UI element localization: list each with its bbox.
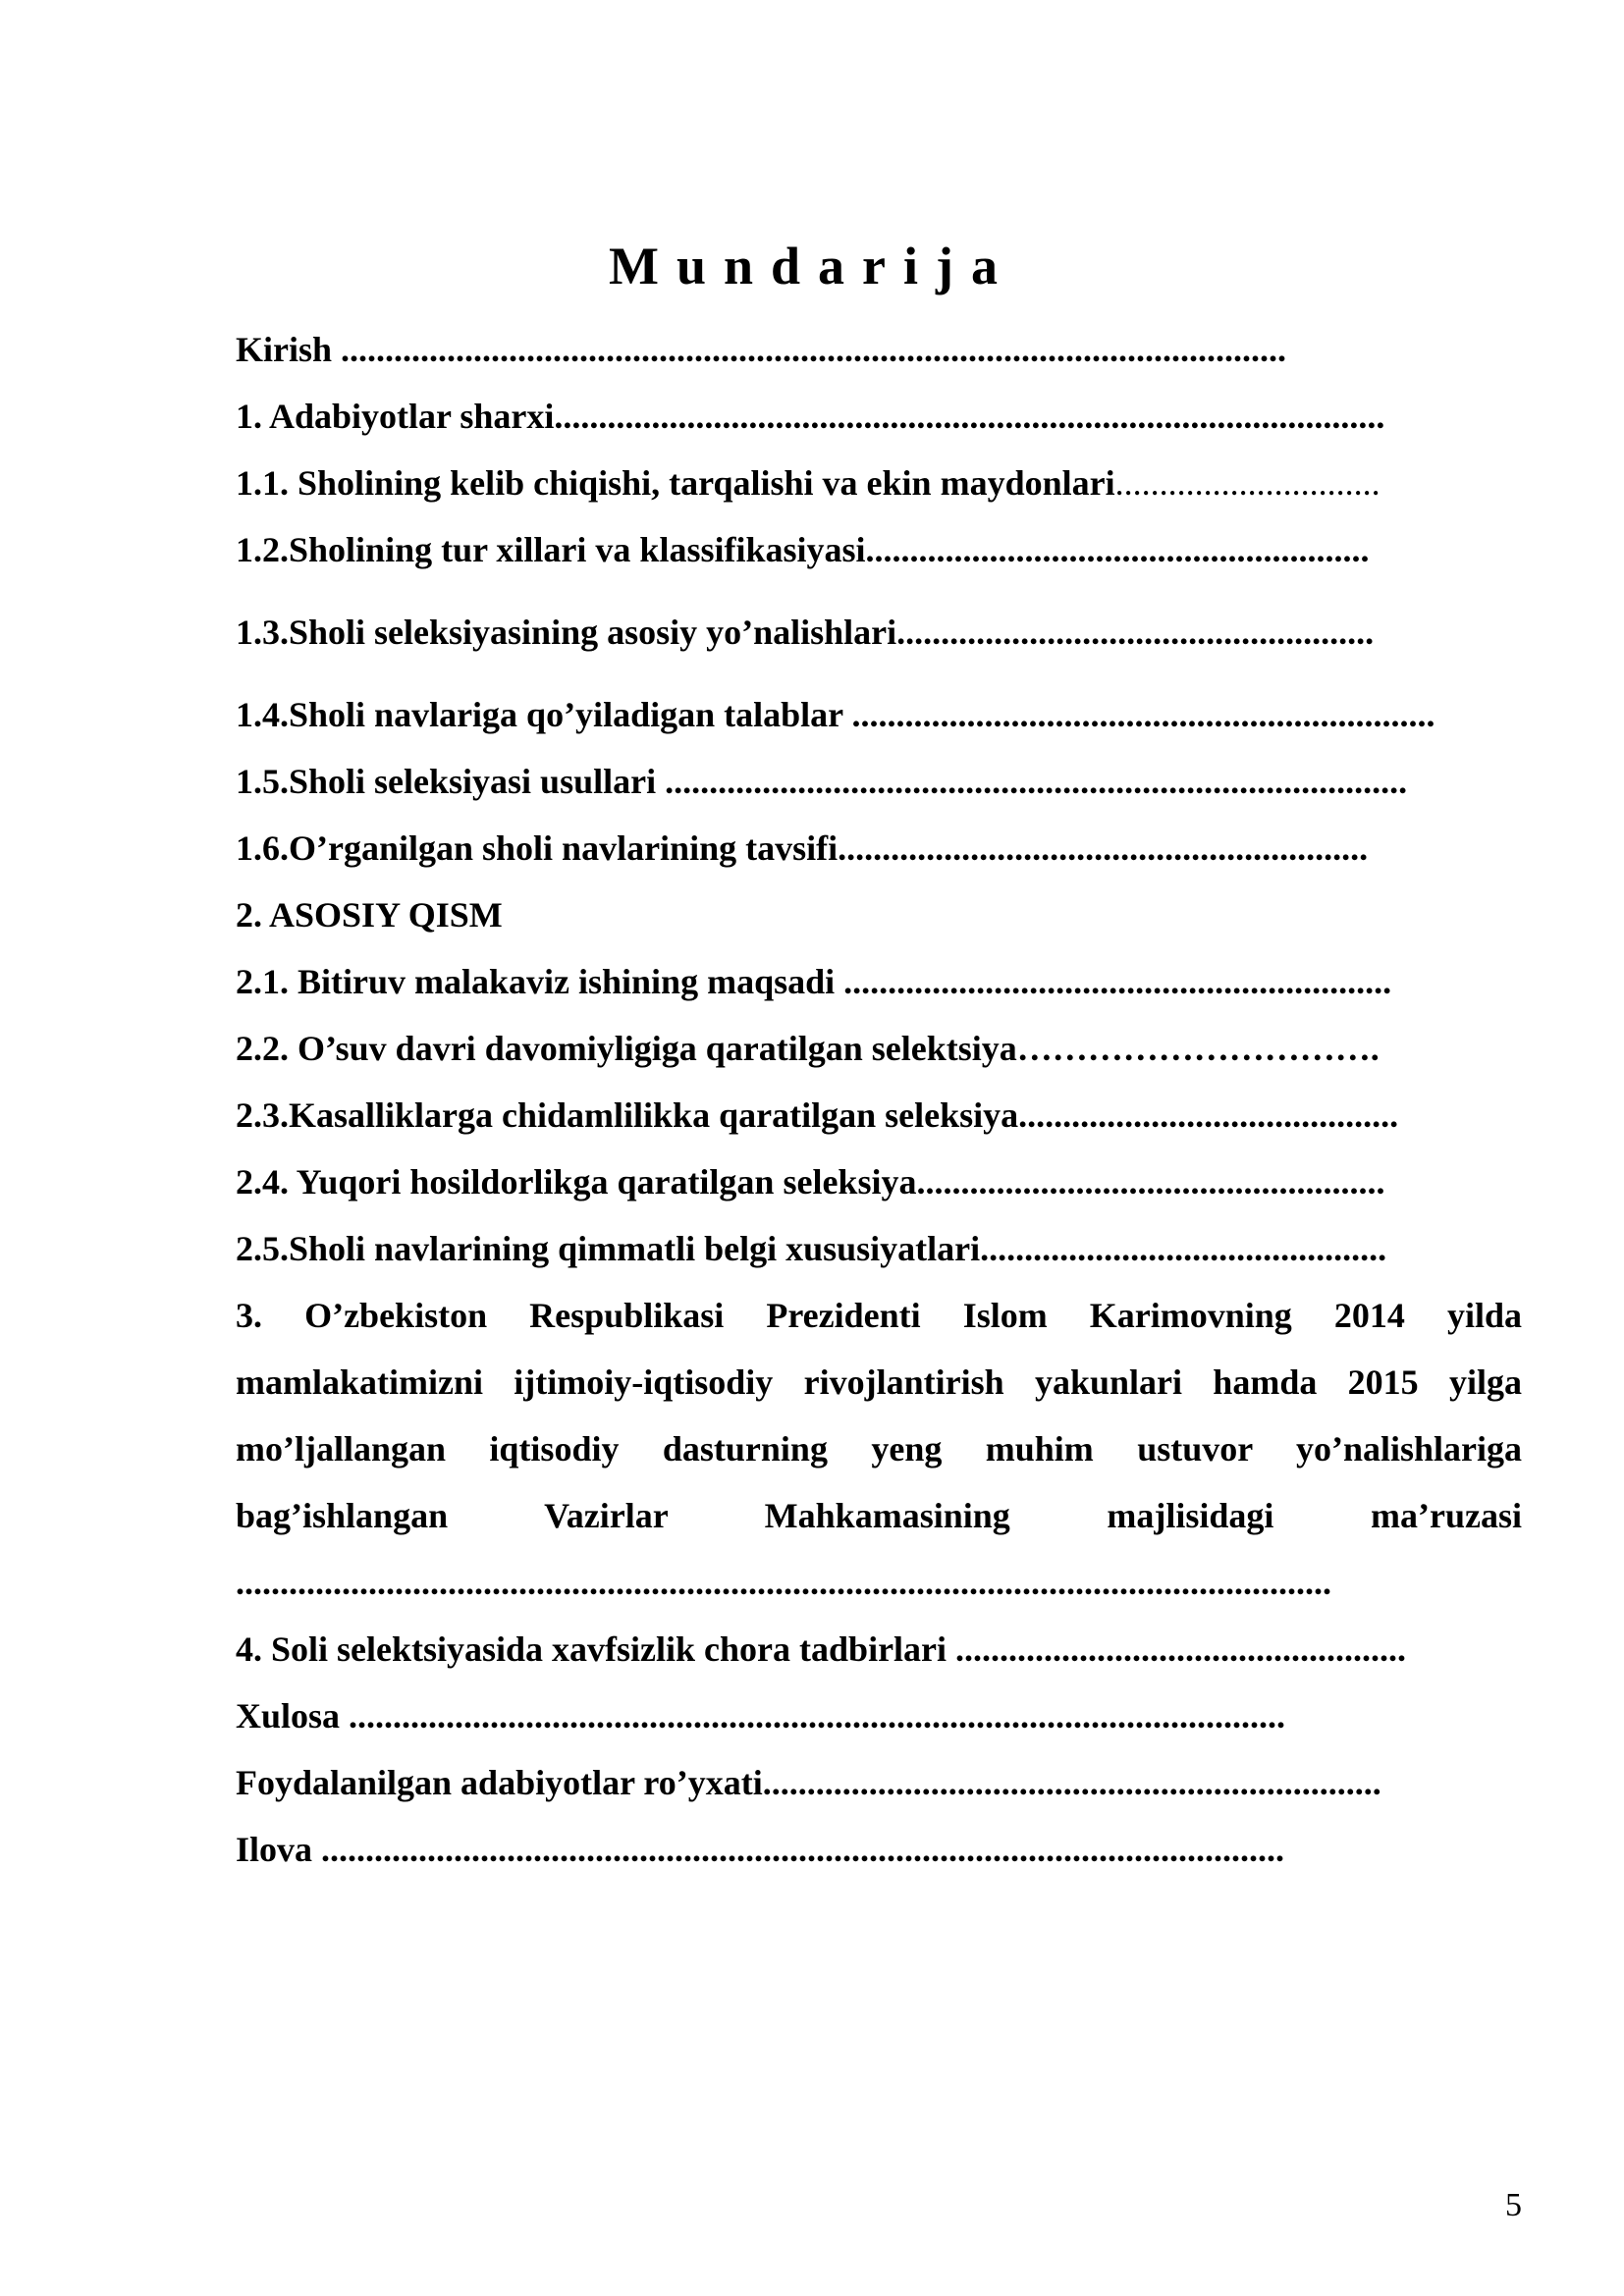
toc-leader-dots: .............................................. bbox=[980, 1229, 1387, 1268]
toc-entry-1-3[interactable] bbox=[236, 611, 1522, 654]
toc-leader-dots: .............................................................. bbox=[843, 962, 1392, 1001]
toc-leader-dots: .............................................................................................. bbox=[554, 397, 1385, 436]
toc-entry-label: 2.5.Sholi navlarining qimmatli belgi xususiyatlari bbox=[236, 1229, 981, 1268]
toc-entry-1-6[interactable] bbox=[236, 827, 1522, 870]
toc-entry-kirish[interactable] bbox=[236, 328, 1522, 371]
toc-entry-label: 1.2.Sholining tur xillari va klassifikasiyasi bbox=[236, 530, 866, 569]
toc-entry-label: 2. ASOSIY QISM bbox=[236, 895, 503, 934]
toc-entry-3-line-1[interactable] bbox=[236, 1294, 1522, 1337]
toc-entry-adabiyotlar[interactable] bbox=[236, 395, 1522, 438]
toc-entry-label: 1.1. Sholining kelib chiqishi, tarqalishi va ekin maydonlari bbox=[236, 463, 1115, 503]
toc-entry-1-5[interactable] bbox=[236, 760, 1522, 803]
toc-entry-adabiyotlar-royxati[interactable] bbox=[236, 1761, 1522, 1804]
toc-entry-3-line-2[interactable] bbox=[236, 1361, 1522, 1404]
toc-entry-4[interactable] bbox=[236, 1628, 1522, 1671]
toc-leader-dots: ..................................................... bbox=[916, 1162, 1385, 1201]
toc-leader-dots: ............................................................ bbox=[838, 828, 1369, 868]
toc-entry-ilova[interactable] bbox=[236, 1828, 1522, 1871]
toc-entry-label: Foydalanilgan adabiyotlar ro’yxati bbox=[236, 1763, 763, 1802]
toc-leader-dots: ...................................................................... bbox=[762, 1763, 1381, 1802]
toc-entry-2-1[interactable] bbox=[236, 960, 1522, 1003]
toc-entry-2-2[interactable] bbox=[236, 1027, 1522, 1070]
toc-entry-label: 1.5.Sholi seleksiyasi usullari bbox=[236, 762, 666, 801]
toc-entry-label: Ilova bbox=[236, 1830, 322, 1869]
page-title: Mundarija bbox=[608, 237, 1016, 295]
toc-entry-label: 2.2. O’suv davri davomiyligiga qaratilgan selektsiya bbox=[236, 1029, 1017, 1068]
toc-entry-text: bag’ishlangan Vazirlar Mahkamasining majlisidagi ma’ruzasi bbox=[236, 1496, 1522, 1535]
toc-entry-label: 2.4. Yuqori hosildorlikga qaratilgan seleksiya bbox=[236, 1162, 917, 1201]
toc-entry-label: 2.3.Kasalliklarga chidamlilikka qaratilgan seleksiya bbox=[236, 1095, 1019, 1135]
toc-entry-2-4[interactable] bbox=[236, 1160, 1522, 1203]
toc-entry-text: 3. O’zbekiston Respublikasi Prezidenti Islom Karimovning 2014 yilda bbox=[236, 1296, 1522, 1335]
toc-entry-text: mo’ljallangan iqtisodiy dasturning yeng muhim ustuvor yo’nalishlariga bbox=[236, 1429, 1522, 1468]
toc-entry-asosiy-qism[interactable] bbox=[236, 893, 1522, 936]
toc-leader-dots: ........................................... bbox=[1018, 1095, 1399, 1135]
toc-entry-label: 2.1. Bitiruv malakaviz ishining maqsadi bbox=[236, 962, 844, 1001]
toc-leader-dots: ........................................................................................................... bbox=[341, 330, 1287, 369]
toc-entry-label: 1.4.Sholi navlariga qo’yiladigan talablar bbox=[236, 695, 852, 734]
toc-entry-label: Kirish bbox=[236, 330, 342, 369]
toc-leader-dots: ...................................................... bbox=[896, 613, 1375, 652]
toc-entry-label: 1.6.O’rganilgan sholi navlarining tavsifi bbox=[236, 828, 839, 868]
toc-entry-1-4[interactable] bbox=[236, 693, 1522, 736]
toc-leader-dots: .............................. bbox=[1114, 463, 1380, 503]
toc-leader-dots: .................................................................. bbox=[851, 695, 1435, 734]
toc-leader-dots: ................................................... bbox=[955, 1629, 1407, 1669]
toc-entry-label: 4. Soli selektsiyasida xavfsizlik chora tadbirlari bbox=[236, 1629, 956, 1669]
toc-entry-xulosa[interactable] bbox=[236, 1694, 1522, 1737]
toc-leader-dots: ............................................................................................................................ bbox=[236, 1563, 1331, 1602]
toc-entry-3-line-3[interactable] bbox=[236, 1427, 1522, 1470]
page-number: 5 bbox=[1505, 2187, 1522, 2223]
toc-entry-label: Xulosa bbox=[236, 1696, 350, 1735]
toc-entry-label: 1. Adabiyotlar sharxi bbox=[236, 397, 555, 436]
toc-leader-dots: .......................................................................................................... bbox=[349, 1696, 1286, 1735]
toc-leader-dots: ............................................................................................................. bbox=[321, 1830, 1285, 1869]
toc-entry-label: 1.3.Sholi seleksiyasining asosiy yo’nalishlari bbox=[236, 613, 897, 652]
toc-entry-1-1[interactable] bbox=[236, 461, 1522, 505]
toc-entry-3-dots bbox=[236, 1561, 1522, 1604]
toc-leader-dots: ......................................................... bbox=[865, 530, 1370, 569]
toc-leader-dots: .................................................................................... bbox=[665, 762, 1408, 801]
toc-entry-text: mamlakatimizni ijtimoiy-iqtisodiy rivojlantirish yakunlari hamda 2015 yilga bbox=[236, 1362, 1522, 1402]
toc-entry-2-5[interactable] bbox=[236, 1227, 1522, 1270]
toc-entry-3-line-4[interactable] bbox=[236, 1494, 1522, 1537]
toc-entry-2-3[interactable] bbox=[236, 1094, 1522, 1137]
toc-leader-dots: …………………………. bbox=[1016, 1029, 1380, 1068]
toc-entry-1-2[interactable] bbox=[236, 528, 1522, 571]
